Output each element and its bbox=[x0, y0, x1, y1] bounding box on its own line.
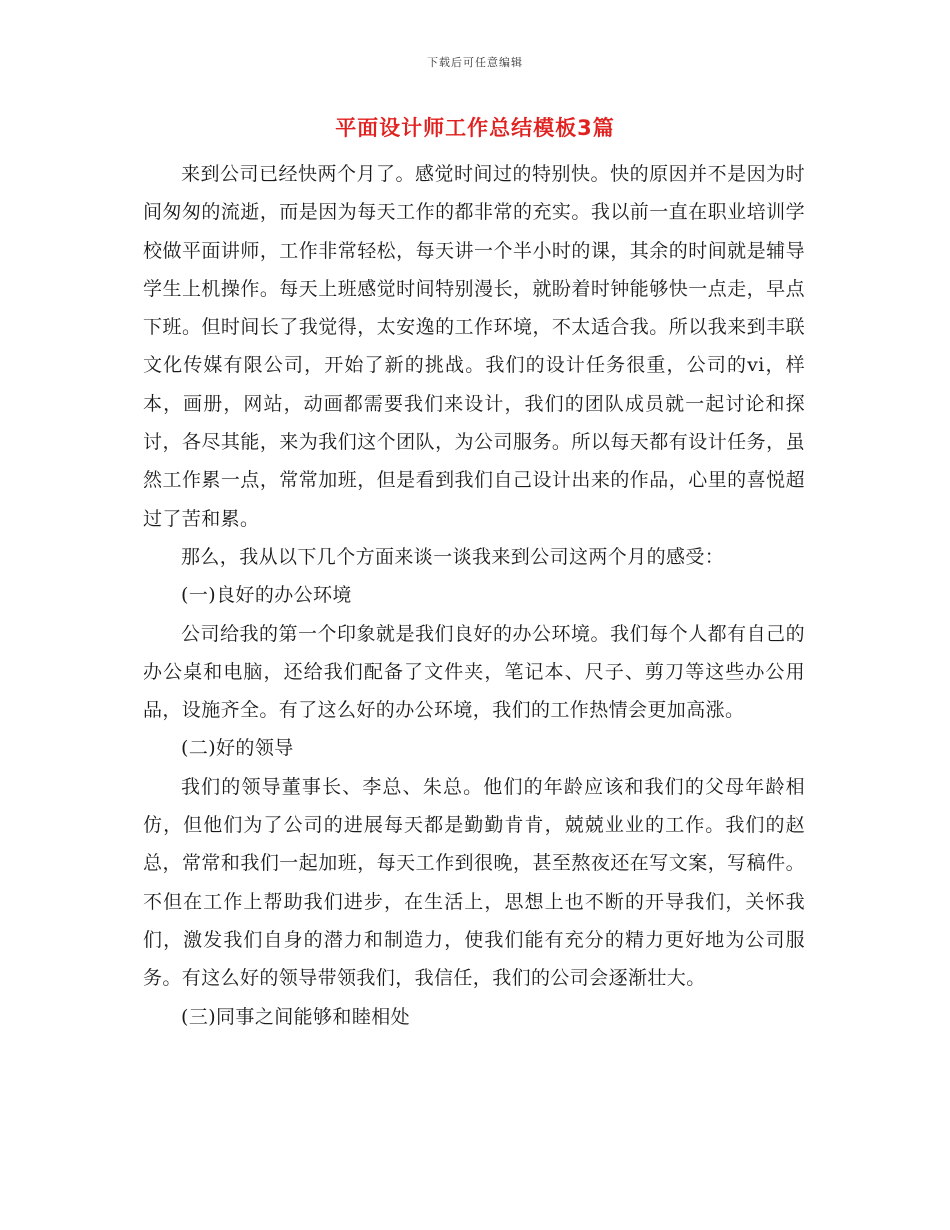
section-heading-office-environment: (一)良好的办公环境 bbox=[181, 584, 352, 607]
section-heading-good-leadership: (二)好的领导 bbox=[181, 737, 294, 760]
document-body bbox=[143, 155, 805, 1036]
page-header: 下载后可任意编辑 bbox=[427, 56, 523, 69]
paragraph-intro: 来到公司已经快两个月了。感觉时间过的特别快。快的原因并不是因为时间匆匆的流逝，而是因为每天工作的都非常的充实。我以前一直在职业培训学校做平面讲师，工作非常轻松，每天讲一个半小时的课，其余的时间就是辅导学生上机操作。每天上班感觉时间特别漫长，就盼着时钟能够快一点走，早点下班。但时间长了我觉得，太安逸的工作环境，不太适合我。所以我来到丰联文化传媒有限公司，开始了新的挑战。我们的设计任务很重，公司的vi，样本，画册，网站，动画都需要我们来设计，我们的团队成员就一起讨论和探讨，各尽其能，来为我们这个团队，为公司服务。所以每天都有设计任务，虽然工作累一点，常常加班，但是看到我们自己设计出来的作品，心里的喜悦超过了苦和累。 bbox=[143, 163, 805, 530]
section-heading-colleagues: (三)同事之间能够和睦相处 bbox=[181, 1005, 411, 1028]
paragraph-aspects-lead: 那么，我从以下几个方面来谈一谈我来到公司这两个月的感受： bbox=[181, 545, 725, 568]
paragraph-office-environment: 公司给我的第一个印象就是我们良好的办公环境。我们每个人都有自己的办公桌和电脑，还给我们配备了文件夹，笔记本、尺子、剪刀等这些办公用品，设施齐全。有了这么好的办公环境，我们的工作热情会更加高涨。 bbox=[143, 622, 805, 722]
document-title: 平面设计师工作总结模板3篇 bbox=[335, 116, 615, 140]
paragraph-good-leadership: 我们的领导董事长、李总、朱总。他们的年龄应该和我们的父母年龄相仿，但他们为了公司的进展每天都是勤勤肯肯，兢兢业业的工作。我们的赵总，常常和我们一起加班，每天工作到很晚，甚至熬夜还在写文案，写稿件。不但在工作上帮助我们进步，在生活上，思想上也不断的开导我们，关怀我们，激发我们自身的潜力和制造力，使我们能有充分的精力更好地为公司服务。有这么好的领导带领我们，我信任，我们的公司会逐渐壮大。 bbox=[143, 775, 805, 990]
